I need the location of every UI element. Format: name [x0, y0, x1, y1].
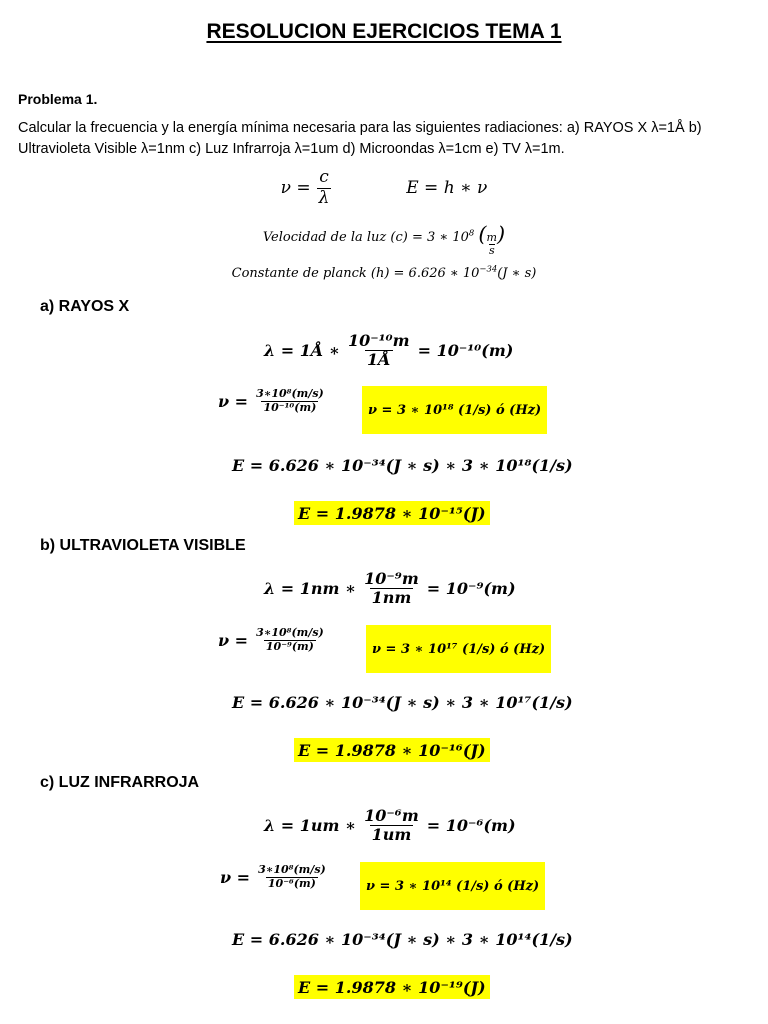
frequency-formula: [281, 168, 332, 208]
frequency-result-a: ν = 3 ∗ 10¹⁸ (1/s) ó (Hz): [362, 386, 547, 434]
planck-constant: [0, 263, 768, 281]
lambda-conversion-b: [264, 570, 516, 608]
nu-fraction: [254, 388, 326, 414]
nu-den: 10⁻¹⁰(m): [263, 400, 317, 414]
lambda-den: 1nm: [371, 588, 412, 608]
problem-statement: Calcular la frecuencia y la energía mínima necesaria para las siguientes radiaciones: a) RAYOS X λ=1Å b) Ultravioleta Visible λ=1nm c) Luz Infrarroja λ=1um d) Microondas λ=1cm e) TV λ=1m.: [18, 120, 702, 157]
lambda-den: 1um: [371, 825, 412, 845]
frequency-lhs: ν =: [280, 178, 311, 199]
lambda-num: 10⁻¹⁰m: [347, 331, 410, 350]
c-unit-den: s: [488, 243, 495, 257]
c-exponent: 8: [468, 227, 475, 238]
energy-result-a: E = 1.9878 ∗ 10⁻¹⁵(J): [294, 501, 490, 525]
nu-num: 3∗10⁸(m/s): [258, 863, 326, 876]
lambda-fraction: [346, 332, 412, 370]
nu-lhs: ν =: [220, 867, 251, 887]
frequency-fraction: [317, 168, 332, 208]
frequency-calc-a: [218, 388, 326, 414]
frequency-result-b: ν = 3 ∗ 10¹⁷ (1/s) ó (Hz): [366, 625, 551, 673]
problem-label: Problema 1.: [18, 91, 98, 107]
h-label: Constante de planck (h) = 6.626 ∗ 10: [231, 266, 480, 281]
c-label: Velocidad de la luz (c) = 3 ∗ 10: [262, 230, 469, 245]
energy-calc-c: E = 6.626 ∗ 10⁻³⁴(J ∗ s) ∗ 3 ∗ 10¹⁴(1/s): [232, 930, 573, 949]
energy-result-c: E = 1.9878 ∗ 10⁻¹⁹(J): [294, 975, 490, 999]
energy-calc-b: E = 6.626 ∗ 10⁻³⁴(J ∗ s) ∗ 3 ∗ 10¹⁷(1/s): [232, 693, 573, 712]
h-exponent: −34: [479, 263, 498, 274]
nu-num: 3∗10⁸(m/s): [256, 626, 324, 639]
nu-den: 10⁻⁹(m): [265, 639, 314, 653]
section-heading-b: b) ULTRAVIOLETA VISIBLE: [40, 537, 246, 554]
c-unit: [487, 232, 497, 256]
energy-result-b: E = 1.9878 ∗ 10⁻¹⁶(J): [294, 738, 490, 762]
lambda-num: 10⁻⁹m: [364, 569, 419, 588]
energy-formula: E = h ∗ ν: [406, 178, 488, 199]
lambda-num: 10⁻⁶m: [364, 806, 419, 825]
lambda-rhs: = 10⁻⁹(m): [426, 579, 516, 599]
frequency-den: λ: [318, 187, 330, 208]
nu-fraction: [256, 864, 328, 890]
nu-lhs: ν =: [218, 391, 249, 411]
lambda-den: 1Å: [366, 350, 391, 370]
lambda-lhs: λ = 1um ∗: [264, 816, 357, 836]
nu-lhs: ν =: [218, 630, 249, 650]
frequency-calc-c: [220, 864, 328, 890]
frequency-num: c: [319, 167, 329, 187]
frequency-calc-b: [218, 627, 326, 653]
nu-num: 3∗10⁸(m/s): [256, 387, 324, 400]
lambda-fraction: [362, 807, 421, 845]
lambda-conversion-c: [264, 807, 516, 845]
speed-of-light-constant: Velocidad de la luz (c) = 3 ∗ $10^8$ ( $\frac{m}{s}$ ): [262, 222, 506, 257]
nu-den: 10⁻⁶(m): [267, 876, 316, 890]
lambda-lhs: λ = 1nm ∗: [264, 579, 357, 599]
section-heading-a: a) RAYOS X: [40, 298, 130, 315]
lambda-lhs: λ = 1Å ∗: [264, 341, 340, 361]
frequency-result-c: ν = 3 ∗ 10¹⁴ (1/s) ó (Hz): [360, 862, 545, 910]
lambda-fraction: [362, 570, 421, 608]
lambda-rhs: = 10⁻⁶(m): [426, 816, 516, 836]
nu-fraction: [254, 627, 326, 653]
title-text: RESOLUCION EJERCICIOS TEMA 1: [206, 20, 562, 43]
general-formulas: [0, 168, 768, 208]
h-unit: (J ∗ s): [497, 266, 537, 281]
lambda-conversion-a: [264, 332, 513, 370]
page-title: [0, 20, 768, 44]
section-heading-c: c) LUZ INFRARROJA: [40, 774, 200, 791]
energy-calc-a: E = 6.626 ∗ 10⁻³⁴(J ∗ s) ∗ 3 ∗ 10¹⁸(1/s): [232, 456, 573, 475]
lambda-rhs: = 10⁻¹⁰(m): [417, 341, 514, 361]
c-unit-num: m: [486, 231, 498, 244]
